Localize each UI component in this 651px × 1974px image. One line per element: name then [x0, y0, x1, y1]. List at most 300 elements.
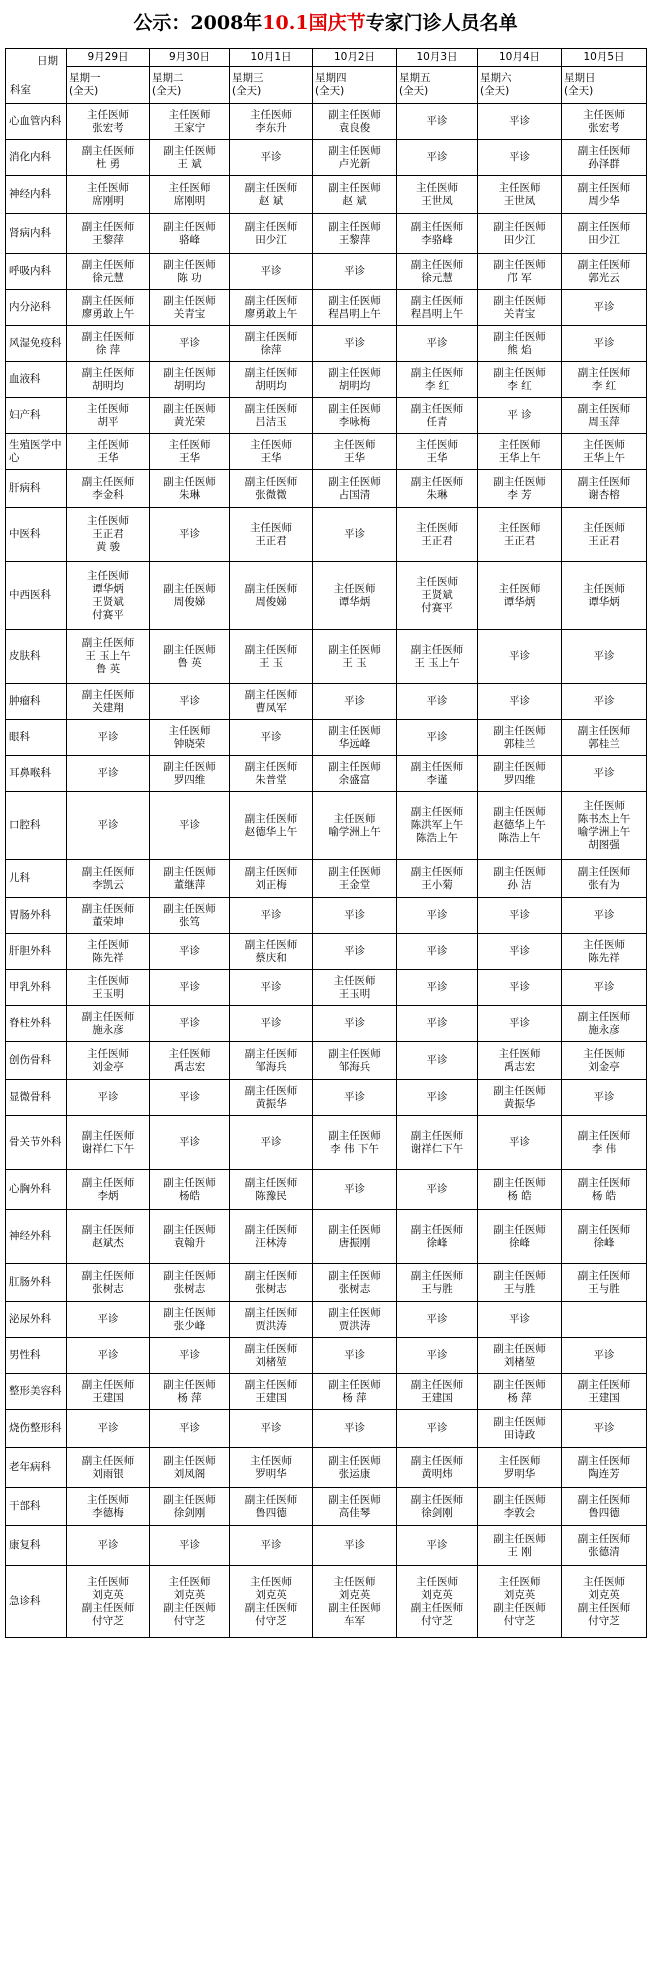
schedule-cell: 平诊 — [150, 508, 230, 562]
department-name: 中西医科 — [6, 562, 67, 630]
department-name: 心胸外科 — [6, 1170, 67, 1210]
schedule-cell: 平诊 — [230, 1410, 313, 1448]
schedule-cell: 副主任医师 刘楮堃 — [478, 1338, 562, 1374]
schedule-cell: 平诊 — [313, 1006, 397, 1042]
schedule-cell: 主任医师 王正君 — [562, 508, 647, 562]
schedule-cell: 副主任医师 刘楮堃 — [230, 1338, 313, 1374]
department-name: 中医科 — [6, 508, 67, 562]
schedule-cell: 副主任医师 孙泽群 — [562, 140, 647, 176]
table-row — [6, 934, 647, 970]
schedule-cell: 副主任医师 张德清 — [562, 1526, 647, 1566]
schedule-cell: 主任医师 王正君 — [230, 508, 313, 562]
day-header-row — [6, 67, 647, 104]
day-header: 星期三 (全天) — [230, 67, 313, 104]
schedule-cell: 平诊 — [397, 898, 478, 934]
department-name: 男性科 — [6, 1338, 67, 1374]
schedule-cell: 主任医师 谭华炳 王贤斌 付赛平 — [67, 562, 150, 630]
schedule-cell: 副主任医师 李骆峰 — [397, 214, 478, 254]
schedule-cell: 副主任医师 张微微 — [230, 470, 313, 508]
schedule-cell: 副主任医师 徐 萍 — [67, 326, 150, 362]
department-name: 心血管内科 — [6, 104, 67, 140]
schedule-cell: 副主任医师 张树志 — [150, 1264, 230, 1302]
schedule-cell: 副主任医师 杜 勇 — [67, 140, 150, 176]
schedule-cell: 副主任医师 李 芳 — [478, 470, 562, 508]
schedule-cell: 副主任医师 胡明均 — [67, 362, 150, 398]
schedule-cell: 副主任医师 罗四维 — [478, 756, 562, 792]
schedule-cell: 副主任医师 卢光新 — [313, 140, 397, 176]
schedule-cell: 平诊 — [478, 684, 562, 720]
schedule-cell: 平诊 — [150, 1116, 230, 1170]
department-name: 神经外科 — [6, 1210, 67, 1264]
schedule-cell: 副主任医师 唐振刚 — [313, 1210, 397, 1264]
department-name: 儿科 — [6, 860, 67, 898]
schedule-cell: 主任医师 陈先祥 — [562, 934, 647, 970]
table-row — [6, 1566, 647, 1638]
schedule-cell: 主任医师 王正君 黄 骏 — [67, 508, 150, 562]
schedule-cell: 平诊 — [397, 1410, 478, 1448]
schedule-cell: 平诊 — [562, 326, 647, 362]
department-name: 肝胆外科 — [6, 934, 67, 970]
table-row — [6, 684, 647, 720]
schedule-cell: 副主任医师 王 玉上午 — [397, 630, 478, 684]
schedule-cell: 平诊 — [150, 326, 230, 362]
table-row — [6, 140, 647, 176]
schedule-cell: 主任医师 张宏考 — [67, 104, 150, 140]
schedule-cell: 主任医师 李东升 — [230, 104, 313, 140]
schedule-cell — [562, 1302, 647, 1338]
schedule-cell: 平诊 — [478, 934, 562, 970]
schedule-cell: 副主任医师 杨 皓 — [562, 1170, 647, 1210]
schedule-cell: 副主任医师 张少峰 — [150, 1302, 230, 1338]
schedule-cell: 副主任医师 刘正梅 — [230, 860, 313, 898]
schedule-cell: 副主任医师 廖勇敢上午 — [67, 290, 150, 326]
schedule-cell: 副主任医师 杨 萍 — [150, 1374, 230, 1410]
schedule-cell: 副主任医师 袁良俊 — [313, 104, 397, 140]
table-row — [6, 470, 647, 508]
schedule-cell: 平诊 — [150, 970, 230, 1006]
schedule-cell: 平诊 — [397, 140, 478, 176]
schedule-cell: 副主任医师 胡明均 — [150, 362, 230, 398]
table-row — [6, 1374, 647, 1410]
schedule-cell: 平诊 — [67, 1410, 150, 1448]
schedule-cell: 副主任医师 徐剑刚 — [150, 1488, 230, 1526]
schedule-cell: 平诊 — [230, 1006, 313, 1042]
schedule-cell: 平诊 — [313, 934, 397, 970]
schedule-cell: 主任医师 刘克英 副主任医师 付守芝 — [67, 1566, 150, 1638]
schedule-cell: 平诊 — [562, 1080, 647, 1116]
schedule-cell: 平诊 — [478, 140, 562, 176]
department-name: 消化内科 — [6, 140, 67, 176]
table-row — [6, 860, 647, 898]
schedule-cell: 副主任医师 廖勇敢上午 — [230, 290, 313, 326]
schedule-cell: 副主任医师 王 玉上午 鲁 英 — [67, 630, 150, 684]
date-header: 10月2日 — [313, 49, 397, 67]
schedule-cell: 副主任医师 杨 皓 — [478, 1170, 562, 1210]
schedule-cell: 副主任医师 董继萍 — [150, 860, 230, 898]
schedule-cell: 副主任医师 董荣坤 — [67, 898, 150, 934]
schedule-cell: 副主任医师 华远峰 — [313, 720, 397, 756]
schedule-cell: 平诊 — [313, 1410, 397, 1448]
department-name: 骨关节外科 — [6, 1116, 67, 1170]
department-name: 生殖医学中心 — [6, 434, 67, 470]
schedule-cell: 副主任医师 徐峰 — [397, 1210, 478, 1264]
day-header: 星期二 (全天) — [150, 67, 230, 104]
schedule-cell: 主任医师 王华 — [150, 434, 230, 470]
schedule-cell: 副主任医师 张树志 — [230, 1264, 313, 1302]
day-header: 星期四 (全天) — [313, 67, 397, 104]
schedule-cell: 副主任医师 赵 斌 — [230, 176, 313, 214]
schedule-cell: 平诊 — [562, 1338, 647, 1374]
date-header-row — [6, 49, 647, 67]
department-name: 整形美容科 — [6, 1374, 67, 1410]
schedule-cell: 副主任医师 徐峰 — [562, 1210, 647, 1264]
schedule-cell: 副主任医师 王小菊 — [397, 860, 478, 898]
department-name: 风湿免疫科 — [6, 326, 67, 362]
schedule-cell: 主任医师 王华 — [230, 434, 313, 470]
schedule-cell: 平诊 — [397, 970, 478, 1006]
schedule-cell: 平诊 — [150, 1080, 230, 1116]
schedule-cell: 副主任医师 李 伟 — [562, 1116, 647, 1170]
schedule-cell: 副主任医师 邝 军 — [478, 254, 562, 290]
schedule-cell: 主任医师 刘克英 副主任医师 付守芝 — [478, 1566, 562, 1638]
table-row — [6, 1338, 647, 1374]
table-row — [6, 254, 647, 290]
schedule-cell: 副主任医师 鲁四德 — [230, 1488, 313, 1526]
schedule-cell: 主任医师 钟晓荣 — [150, 720, 230, 756]
schedule-cell: 平诊 — [397, 1170, 478, 1210]
department-name: 耳鼻喉科 — [6, 756, 67, 792]
schedule-cell: 副主任医师 王金堂 — [313, 860, 397, 898]
schedule-cell: 平诊 — [230, 1116, 313, 1170]
schedule-cell: 副主任医师 张树志 — [313, 1264, 397, 1302]
department-name: 神经内科 — [6, 176, 67, 214]
schedule-cell: 平诊 — [230, 898, 313, 934]
schedule-cell: 平诊 — [397, 326, 478, 362]
schedule-cell: 副主任医师 赵 斌 — [313, 176, 397, 214]
schedule-cell: 副主任医师 李 红 — [562, 362, 647, 398]
schedule-cell: 副主任医师 王黎萍 — [67, 214, 150, 254]
schedule-cell: 平诊 — [230, 254, 313, 290]
date-header: 10月3日 — [397, 49, 478, 67]
schedule-cell: 主任医师 谭华炳 — [313, 562, 397, 630]
department-name: 内分泌科 — [6, 290, 67, 326]
schedule-cell: 副主任医师 高佳琴 — [313, 1488, 397, 1526]
department-name: 泌尿外科 — [6, 1302, 67, 1338]
corner-date-label: 日期 — [37, 55, 58, 67]
schedule-cell: 主任医师 陈书杰上午 喻学洲上午 胡图强 — [562, 792, 647, 860]
schedule-cell: 副主任医师 罗四维 — [150, 756, 230, 792]
schedule-cell: 主任医师 王华 — [67, 434, 150, 470]
schedule-cell: 平诊 — [397, 1338, 478, 1374]
schedule-cell: 副主任医师 郭光云 — [562, 254, 647, 290]
schedule-cell: 副主任医师 陶连芳 — [562, 1448, 647, 1488]
schedule-cell: 副主任医师 徐剑刚 — [397, 1488, 478, 1526]
schedule-cell: 主任医师 席刚明 — [67, 176, 150, 214]
schedule-cell: 副主任医师 鲁四德 — [562, 1488, 647, 1526]
schedule-cell: 平诊 — [150, 684, 230, 720]
schedule-cell: 副主任医师 张运康 — [313, 1448, 397, 1488]
schedule-cell: 副主任医师 关青宝 — [150, 290, 230, 326]
schedule-cell: 副主任医师 程昌明上午 — [313, 290, 397, 326]
schedule-cell: 副主任医师 余盛富 — [313, 756, 397, 792]
schedule-cell: 副主任医师 施永彦 — [562, 1006, 647, 1042]
schedule-cell: 副主任医师 王 玉 — [313, 630, 397, 684]
department-name: 呼吸内科 — [6, 254, 67, 290]
schedule-cell: 副主任医师 王建国 — [397, 1374, 478, 1410]
schedule-cell: 平诊 — [313, 508, 397, 562]
schedule-cell: 主任医师 刘克英 副主任医师 车军 — [313, 1566, 397, 1638]
schedule-cell: 平诊 — [313, 1170, 397, 1210]
schedule-cell: 副主任医师 朱琳 — [397, 470, 478, 508]
schedule-cell: 平诊 — [67, 792, 150, 860]
schedule-cell: 副主任医师 黄明炜 — [397, 1448, 478, 1488]
schedule-cell: 副主任医师 李敦会 — [478, 1488, 562, 1526]
table-row — [6, 1116, 647, 1170]
department-name: 肛肠外科 — [6, 1264, 67, 1302]
schedule-body — [6, 104, 647, 1638]
schedule-cell: 平诊 — [150, 1006, 230, 1042]
department-name: 创伤骨科 — [6, 1042, 67, 1080]
department-name: 肿瘤科 — [6, 684, 67, 720]
schedule-cell: 平诊 — [562, 630, 647, 684]
schedule-cell: 副主任医师 王 玉 — [230, 630, 313, 684]
table-row — [6, 630, 647, 684]
schedule-cell: 平诊 — [67, 1302, 150, 1338]
schedule-cell: 平诊 — [313, 1338, 397, 1374]
schedule-cell: 副主任医师 陈豫民 — [230, 1170, 313, 1210]
schedule-cell: 平诊 — [478, 630, 562, 684]
schedule-cell: 副主任医师 杨 萍 — [313, 1374, 397, 1410]
schedule-cell: 副主任医师 王 斌 — [150, 140, 230, 176]
date-header: 10月4日 — [478, 49, 562, 67]
schedule-cell: 平诊 — [313, 684, 397, 720]
table-row — [6, 1526, 647, 1566]
schedule-cell: 副主任医师 王建国 — [67, 1374, 150, 1410]
schedule-cell: 副主任医师 赵斌杰 — [67, 1210, 150, 1264]
table-row — [6, 398, 647, 434]
schedule-cell: 平诊 — [397, 720, 478, 756]
schedule-cell: 副主任医师 曹凤军 — [230, 684, 313, 720]
table-row — [6, 562, 647, 630]
schedule-cell: 副主任医师 刘雨银 — [67, 1448, 150, 1488]
schedule-cell: 主任医师 刘金亭 — [67, 1042, 150, 1080]
schedule-cell: 副主任医师 周少华 — [562, 176, 647, 214]
department-name: 肝病科 — [6, 470, 67, 508]
schedule-cell: 平诊 — [67, 720, 150, 756]
schedule-cell: 平诊 — [67, 756, 150, 792]
schedule-cell: 平诊 — [397, 1080, 478, 1116]
schedule-cell: 副主任医师 王与胜 — [397, 1264, 478, 1302]
department-name: 显微骨科 — [6, 1080, 67, 1116]
schedule-cell: 主任医师 王华 — [313, 434, 397, 470]
schedule-cell: 副主任医师 占国清 — [313, 470, 397, 508]
schedule-cell: 副主任医师 张笃 — [150, 898, 230, 934]
table-row — [6, 1264, 647, 1302]
schedule-cell: 主任医师 胡平 — [67, 398, 150, 434]
schedule-cell: 副主任医师 王 刚 — [478, 1526, 562, 1566]
schedule-cell: 平诊 — [313, 1526, 397, 1566]
schedule-cell: 主任医师 陈先祥 — [67, 934, 150, 970]
schedule-cell: 平 诊 — [478, 398, 562, 434]
schedule-cell: 副主任医师 关青宝 — [478, 290, 562, 326]
table-row — [6, 1080, 647, 1116]
schedule-cell: 主任医师 禹志宏 — [150, 1042, 230, 1080]
schedule-cell: 平诊 — [230, 970, 313, 1006]
schedule-cell: 平诊 — [562, 756, 647, 792]
table-row — [6, 434, 647, 470]
schedule-cell: 平诊 — [562, 684, 647, 720]
title-prefix: 公示：2008年 — [133, 12, 263, 34]
table-row — [6, 970, 647, 1006]
schedule-cell: 副主任医师 陈 功 — [150, 254, 230, 290]
schedule-cell: 平诊 — [478, 1116, 562, 1170]
schedule-cell: 副主任医师 谢祥仁下午 — [397, 1116, 478, 1170]
schedule-cell: 主任医师 刘克英 副主任医师 付守芝 — [562, 1566, 647, 1638]
schedule-cell: 副主任医师 朱普堂 — [230, 756, 313, 792]
schedule-cell: 平诊 — [562, 970, 647, 1006]
schedule-cell: 副主任医师 熊 焰 — [478, 326, 562, 362]
day-header: 星期日 (全天) — [562, 67, 647, 104]
schedule-cell: 副主任医师 田少江 — [478, 214, 562, 254]
schedule-cell: 副主任医师 陈洪军上午 陈浩上午 — [397, 792, 478, 860]
schedule-cell: 副主任医师 李谨 — [397, 756, 478, 792]
schedule-cell: 副主任医师 谢祥仁下午 — [67, 1116, 150, 1170]
day-header: 星期一 (全天) — [67, 67, 150, 104]
schedule-cell: 副主任医师 蔡庆和 — [230, 934, 313, 970]
schedule-cell: 主任医师 王玉明 — [313, 970, 397, 1006]
schedule-cell: 主任医师 王玉明 — [67, 970, 150, 1006]
schedule-cell: 主任医师 王世凤 — [397, 176, 478, 214]
schedule-cell: 平诊 — [562, 1410, 647, 1448]
schedule-cell: 副主任医师 汪林涛 — [230, 1210, 313, 1264]
schedule-cell: 主任医师 罗明华 — [478, 1448, 562, 1488]
schedule-cell: 主任医师 刘克英 副主任医师 付守芝 — [230, 1566, 313, 1638]
schedule-cell: 主任医师 禹志宏 — [478, 1042, 562, 1080]
schedule-cell: 主任医师 王正君 — [397, 508, 478, 562]
schedule-cell: 副主任医师 张树志 — [67, 1264, 150, 1302]
schedule-cell: 副主任医师 鲁 英 — [150, 630, 230, 684]
table-row — [6, 104, 647, 140]
department-name: 急诊科 — [6, 1566, 67, 1638]
table-row — [6, 326, 647, 362]
schedule-cell: 平诊 — [397, 1526, 478, 1566]
table-row — [6, 290, 647, 326]
schedule-cell: 平诊 — [313, 1080, 397, 1116]
schedule-cell: 平诊 — [150, 1526, 230, 1566]
schedule-cell: 副主任医师 王建国 — [230, 1374, 313, 1410]
schedule-cell: 副主任医师 李凯云 — [67, 860, 150, 898]
page-title — [0, 0, 651, 46]
schedule-cell: 副主任医师 徐元慧 — [67, 254, 150, 290]
schedule-cell: 平诊 — [397, 104, 478, 140]
schedule-cell: 副主任医师 张有为 — [562, 860, 647, 898]
schedule-cell: 平诊 — [313, 898, 397, 934]
schedule-cell: 副主任医师 邹海兵 — [313, 1042, 397, 1080]
schedule-cell: 副主任医师 王建国 — [562, 1374, 647, 1410]
schedule-cell: 平诊 — [397, 684, 478, 720]
schedule-cell: 平诊 — [478, 1302, 562, 1338]
schedule-cell: 主任医师 席刚明 — [150, 176, 230, 214]
schedule-cell: 主任医师 喻学洲上午 — [313, 792, 397, 860]
schedule-cell: 副主任医师 王与胜 — [562, 1264, 647, 1302]
department-name: 康复科 — [6, 1526, 67, 1566]
table-row — [6, 1448, 647, 1488]
schedule-cell: 副主任医师 刘凤阁 — [150, 1448, 230, 1488]
schedule-cell: 平诊 — [230, 720, 313, 756]
schedule-cell: 副主任医师 王与胜 — [478, 1264, 562, 1302]
department-name: 干部科 — [6, 1488, 67, 1526]
schedule-cell: 主任医师 刘克英 副主任医师 付守芝 — [150, 1566, 230, 1638]
table-row — [6, 362, 647, 398]
schedule-cell: 副主任医师 王黎萍 — [313, 214, 397, 254]
schedule-cell: 平诊 — [67, 1080, 150, 1116]
corner-cell — [6, 49, 67, 104]
schedule-cell: 副主任医师 胡明均 — [313, 362, 397, 398]
schedule-cell: 副主任医师 杨皓 — [150, 1170, 230, 1210]
department-name: 甲乳外科 — [6, 970, 67, 1006]
schedule-cell: 副主任医师 袁翰升 — [150, 1210, 230, 1264]
title-highlight: 10.1国庆节 — [262, 12, 366, 34]
schedule-cell: 平诊 — [313, 254, 397, 290]
schedule-cell: 副主任医师 程昌明上午 — [397, 290, 478, 326]
schedule-cell: 平诊 — [478, 898, 562, 934]
schedule-cell: 副主任医师 吕洁玉 — [230, 398, 313, 434]
day-header: 星期六 (全天) — [478, 67, 562, 104]
schedule-cell: 副主任医师 李 红 — [397, 362, 478, 398]
schedule-cell: 副主任医师 李金科 — [67, 470, 150, 508]
schedule-cell: 平诊 — [397, 1302, 478, 1338]
date-header: 9月29日 — [67, 49, 150, 67]
schedule-cell: 副主任医师 黄振华 — [230, 1080, 313, 1116]
schedule-cell: 副主任医师 李咏梅 — [313, 398, 397, 434]
table-row — [6, 898, 647, 934]
schedule-cell: 副主任医师 赵德华上午 陈浩上午 — [478, 792, 562, 860]
department-name: 烧伤整形科 — [6, 1410, 67, 1448]
department-name: 老年病科 — [6, 1448, 67, 1488]
schedule-cell: 副主任医师 邹海兵 — [230, 1042, 313, 1080]
day-header: 星期五 (全天) — [397, 67, 478, 104]
table-row — [6, 1170, 647, 1210]
schedule-cell: 平诊 — [150, 934, 230, 970]
schedule-cell: 副主任医师 黄振华 — [478, 1080, 562, 1116]
schedule-cell: 平诊 — [397, 1042, 478, 1080]
table-row — [6, 792, 647, 860]
table-row — [6, 756, 647, 792]
schedule-cell: 主任医师 王贤斌 付赛平 — [397, 562, 478, 630]
table-row — [6, 720, 647, 756]
department-name: 眼科 — [6, 720, 67, 756]
schedule-cell: 副主任医师 周玉萍 — [562, 398, 647, 434]
schedule-cell: 平诊 — [562, 898, 647, 934]
department-name: 肾病内科 — [6, 214, 67, 254]
department-name: 脊柱外科 — [6, 1006, 67, 1042]
table-row — [6, 508, 647, 562]
schedule-cell: 主任医师 王华 — [397, 434, 478, 470]
schedule-cell: 主任医师 李德梅 — [67, 1488, 150, 1526]
schedule-cell: 副主任医师 施永彦 — [67, 1006, 150, 1042]
date-header: 9月30日 — [150, 49, 230, 67]
schedule-cell: 副主任医师 田少江 — [230, 214, 313, 254]
department-name: 口腔科 — [6, 792, 67, 860]
schedule-cell: 副主任医师 田少江 — [562, 214, 647, 254]
date-header: 10月5日 — [562, 49, 647, 67]
schedule-cell: 副主任医师 徐元慧 — [397, 254, 478, 290]
schedule-cell: 副主任医师 李炳 — [67, 1170, 150, 1210]
schedule-cell: 副主任医师 郭桂兰 — [562, 720, 647, 756]
schedule-cell: 副主任医师 胡明均 — [230, 362, 313, 398]
schedule-cell: 平诊 — [230, 140, 313, 176]
schedule-cell: 平诊 — [562, 290, 647, 326]
